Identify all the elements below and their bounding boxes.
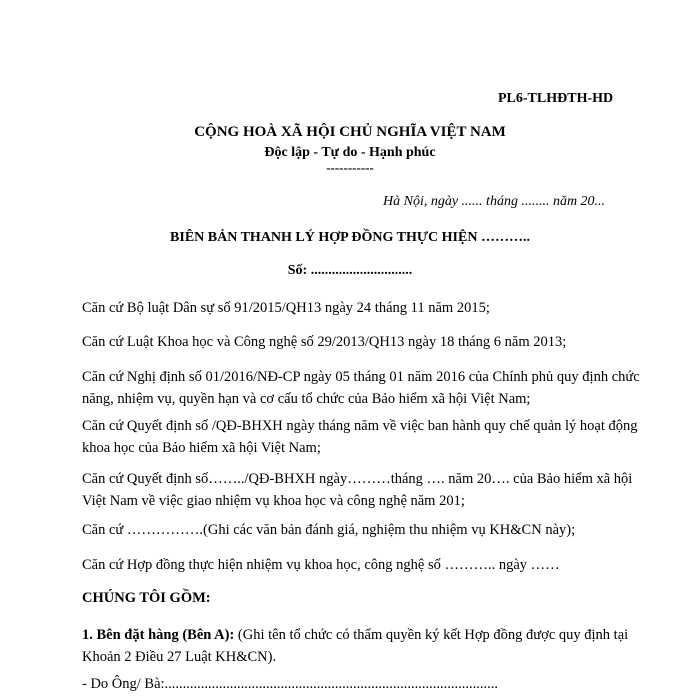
party-a: [82, 624, 642, 668]
party-a-note: (Ghi tên tổ chức có thẩm quyền ký kết Hợp đồng được quy định tại Khoản 2 Điều 27 Luật KH&CN).: [82, 627, 629, 665]
nation-header: CỘNG HOÀ XÃ HỘI CHỦ NGHĨA VIỆT NAM: [194, 124, 506, 140]
legal-basis-4: Căn cứ Quyết định số /QĐ-BHXH ngày tháng năm về việc ban hành quy chế quản lý hoạt động khoa học của Bảo hiểm xã hội Việt Nam;: [82, 418, 638, 456]
legal-basis-6: Căn cứ …………….(Ghi các văn bản đánh giá, nghiệm thu nhiệm vụ KH&CN này);: [82, 522, 576, 538]
legal-basis-1: Căn cứ Bộ luật Dân sự số 91/2015/QH13 ngày 24 tháng 11 năm 2015;: [82, 300, 490, 316]
parties-heading: CHÚNG TÔI GỒM:: [82, 590, 211, 606]
document-title: BIÊN BẢN THANH LÝ HỢP ĐỒNG THỰC HIỆN ………..: [170, 230, 530, 245]
representative-line: - Do Ông/ Bà:............................................................................................: [82, 676, 499, 692]
legal-basis-3: Căn cứ Nghị định số 01/2016/NĐ-CP ngày 05 tháng 01 năm 2016 của Chính phủ quy định chức năng, nhiệm vụ, quyền hạn và cơ cấu tổ chức của Bảo hiểm xã hội Việt Nam;: [82, 369, 640, 407]
document-number: Số: .............................: [287, 263, 413, 278]
place-date: Hà Nội, ngày ...... tháng ........ năm 20...: [383, 194, 606, 209]
legal-basis-2: Căn cứ Luật Khoa học và Công nghệ số 29/2013/QH13 ngày 18 tháng 6 năm 2013;: [82, 334, 567, 350]
form-code: PL6-TLHĐTH-HD: [498, 91, 614, 106]
legal-basis-5: Căn cứ Quyết định số……../QĐ-BHXH ngày………tháng …. năm 20…. của Bảo hiểm xã hội Việt Nam về việc giao nhiệm vụ khoa học và công nghệ năm 201;: [82, 471, 633, 509]
party-a-label: 1. Bên đặt hàng (Bên A):: [82, 627, 235, 643]
motto: Độc lập - Tự do - Hạnh phúc: [264, 145, 436, 160]
legal-basis-7: Căn cứ Hợp đồng thực hiện nhiệm vụ khoa học, công nghệ số ……….. ngày ……: [82, 557, 560, 573]
motto-rule: -----------: [326, 160, 374, 175]
